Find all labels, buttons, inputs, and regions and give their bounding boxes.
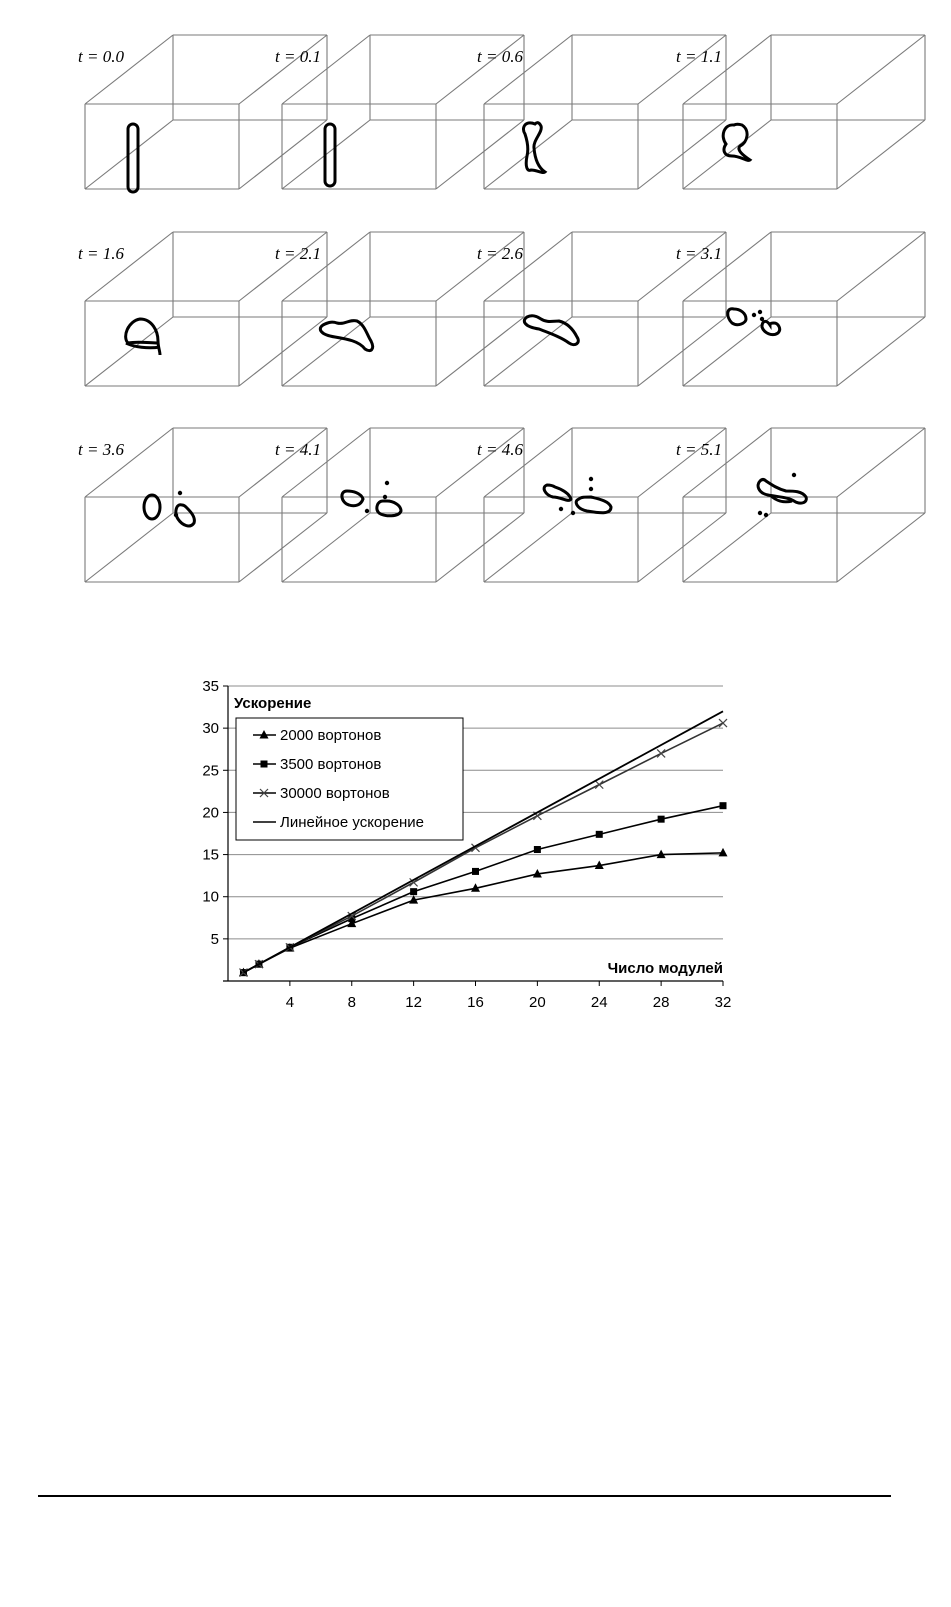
footer-rule — [38, 1495, 891, 1497]
vortex-particle — [589, 487, 593, 491]
time-label: t = 3.6 — [78, 440, 124, 459]
vortex-ring — [762, 321, 780, 334]
time-label: t = 0.6 — [477, 47, 523, 66]
x-tick-label: 8 — [347, 994, 356, 1011]
vortex-particle — [365, 509, 369, 513]
vortex-particle — [178, 491, 182, 495]
vortex-ring — [377, 501, 401, 516]
vortex-particle — [571, 511, 575, 515]
x-tick-label: 24 — [590, 994, 608, 1011]
vortex-ring-evolution-figure — [0, 0, 951, 620]
y-tick-label: 25 — [202, 762, 219, 780]
frame-12 — [676, 428, 925, 582]
y-tick-label: 10 — [202, 888, 219, 906]
vortex-ring — [544, 485, 571, 500]
y-tick-label: 5 — [210, 930, 219, 948]
time-label: t = 0.1 — [275, 47, 321, 66]
vortex-particle — [764, 513, 768, 517]
frame-4 — [676, 35, 925, 189]
data-point-square — [720, 802, 727, 809]
vortex-ring — [128, 124, 138, 192]
y-tick-label: 35 — [202, 678, 219, 695]
y-tick-label: 15 — [202, 846, 219, 864]
vortex-ring — [728, 309, 746, 325]
vortex-particle — [589, 477, 593, 481]
x-tick-label: 20 — [529, 994, 546, 1011]
vortex-ring — [325, 124, 335, 186]
series-1 — [239, 848, 728, 976]
x-tick-label: 28 — [652, 994, 670, 1011]
data-point-cross — [719, 719, 727, 727]
legend-label: 2000 вортонов — [280, 727, 382, 744]
time-label: t = 3.1 — [676, 244, 722, 263]
time-label: t = 1.1 — [676, 47, 722, 66]
vortex-particle — [385, 481, 389, 485]
frame-8 — [676, 232, 925, 386]
speedup-chart — [180, 672, 760, 1022]
vortex-ring — [176, 505, 194, 526]
vortex-ring — [758, 480, 806, 504]
time-label: t = 4.6 — [477, 440, 523, 459]
x-axis-label: Число модулей — [607, 960, 723, 977]
data-point-triangle — [719, 848, 728, 857]
x-tick-label: 12 — [405, 994, 422, 1011]
y-tick-label: 20 — [202, 804, 219, 822]
data-point-square — [410, 888, 417, 895]
vortex-ring — [723, 124, 750, 160]
vortex-particle — [383, 495, 387, 499]
vortex-particle — [792, 473, 796, 477]
vortex-ring — [524, 316, 578, 345]
vortex-particle — [758, 310, 762, 314]
time-label: t = 2.1 — [275, 244, 321, 263]
vortex-ring — [144, 495, 160, 519]
time-label: t = 1.6 — [78, 244, 124, 263]
legend-label: Линейное ускорение — [280, 814, 424, 831]
vortex-ring — [523, 123, 545, 173]
series-line — [243, 853, 723, 973]
x-tick-label: 4 — [285, 994, 295, 1011]
time-label: t = 0.0 — [78, 47, 124, 66]
time-label: t = 2.6 — [477, 244, 523, 263]
y-axis-label: Ускорение — [234, 695, 312, 712]
vortex-particle — [758, 511, 762, 515]
data-point-cross — [595, 781, 603, 789]
vortex-ring — [342, 491, 363, 506]
y-tick-label: 30 — [202, 720, 219, 738]
vortex-particle — [174, 513, 178, 517]
data-point-square — [534, 846, 541, 853]
vortex-particle — [559, 507, 563, 511]
data-point-cross — [657, 749, 665, 757]
vortex-particle — [760, 317, 764, 321]
y-axis-ticks — [202, 678, 228, 948]
data-point-square — [261, 761, 268, 768]
chart-legend — [236, 718, 463, 840]
x-axis-ticks — [286, 981, 732, 1011]
data-point-square — [596, 831, 603, 838]
time-label: t = 5.1 — [676, 440, 722, 459]
data-point-square — [658, 816, 665, 823]
legend-label: 3500 вортонов — [280, 756, 382, 773]
legend-label: 30000 вортонов — [280, 785, 390, 802]
data-point-square — [472, 868, 479, 875]
x-tick-label: 16 — [467, 994, 484, 1011]
vortex-ring — [576, 497, 611, 513]
x-tick-label: 32 — [714, 994, 732, 1011]
time-label: t = 4.1 — [275, 440, 321, 459]
vortex-particle — [752, 313, 756, 317]
